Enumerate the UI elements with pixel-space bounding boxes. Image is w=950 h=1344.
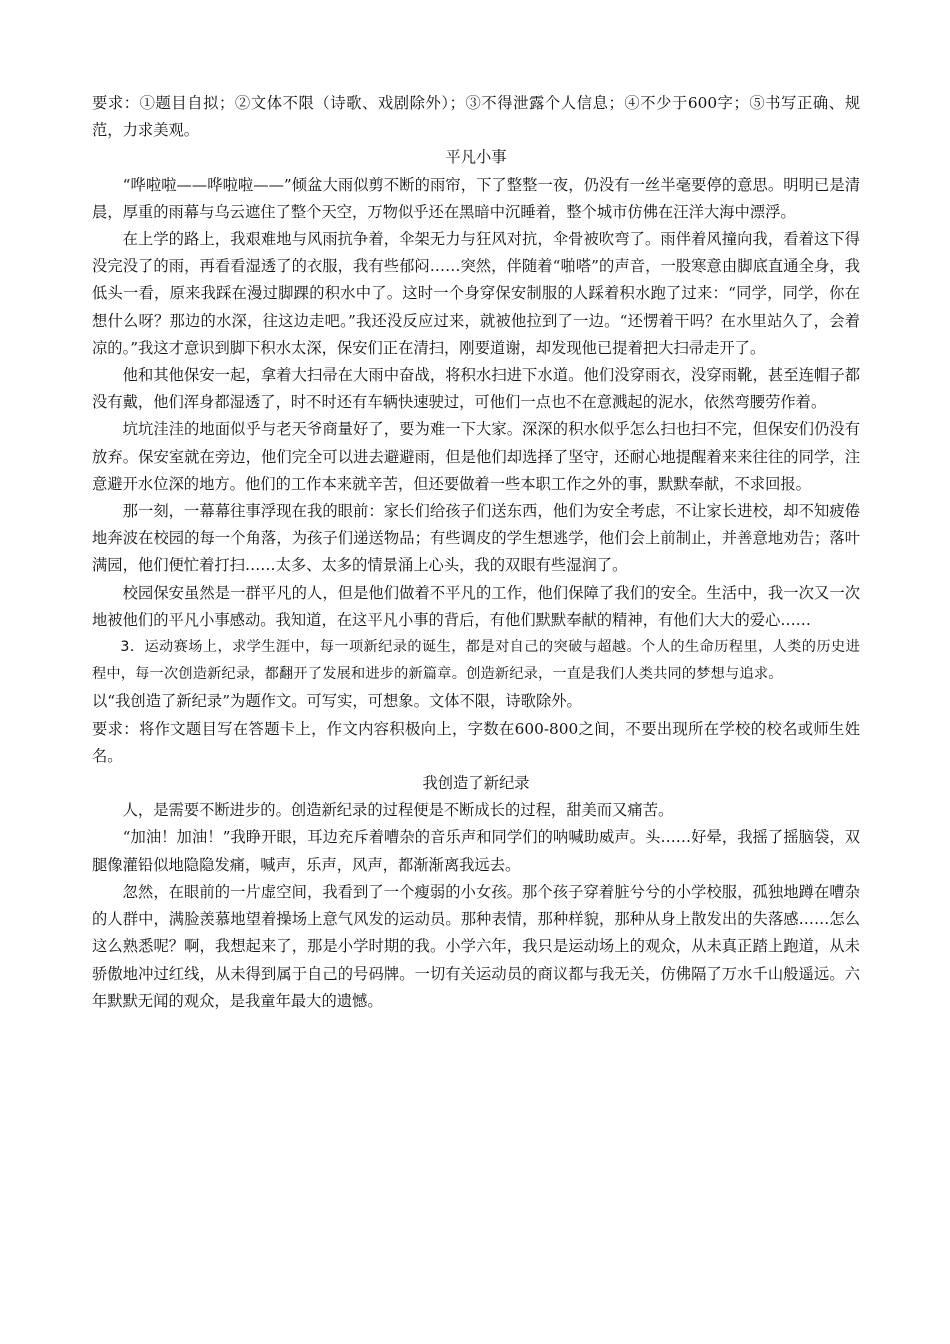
question3-requirements: 要求：将作文题目写在答题卡上，作文内容积极向上，字数在600-800之间，不要出现所在学校的校名或师生姓名。 <box>92 719 860 765</box>
requirements-text: 要求：①题目自拟；②文体不限（诗歌、戏剧除外）；③不得泄露个人信息；④不少于600字；⑤书写正确、规范，力求美观。 <box>92 94 860 140</box>
question3-prompt: 3．运动赛场上，求学生涯中，每一项新纪录的诞生，都是对自己的突破与超越。个人的生命历程里，人类的历史进程中，每一次创造新纪录，都翻开了发展和进步的新篇章。创造新纪录，一直是我们人类共同的梦想与追求。 <box>92 639 860 683</box>
essay1-title: 平凡小事 <box>445 148 507 167</box>
essay1-paragraph: 坑坑洼洼的地面似乎与老天爷商量好了，要为难一下大家。深深的积水似乎怎么扫也扫不完，但保安们仍没有放弃。保安室就在旁边，他们完全可以进去避避雨，但是他们却选择了坚守，还耐心地提醒着来来往往的同学，注意避开水位深的地方。他们的工作本来就辛苦，但还要做着一些本职工作之外的事，默默奉献，不求回报。 <box>92 420 860 493</box>
question3-instruction: 以“我创造了新纪录”为题作文。可写实，可想象。文体不限，诗歌除外。 <box>92 692 582 711</box>
essay2-paragraph: 人，是需要不断进步的。创造新纪录的过程便是不断成长的过程，甜美而又痛苦。 <box>122 801 674 820</box>
essay1-paragraph: 他和其他保安一起，拿着大扫帚在大雨中奋战，将积水扫进下水道。他们没穿雨衣，没穿雨靴，甚至连帽子都没有戴，他们浑身都湿透了，时不时还有车辆快速驶过，可他们一点也不在意溅起的泥水，依然弯腰劳作着。 <box>92 366 860 412</box>
essay1-paragraph: 在上学的路上，我艰难地与风雨抗争着，伞架无力与狂风对抗，伞骨被吹弯了。雨伴着风撞向我，看着这下得没完没了的雨，再看看湿透了的衣服，我有些郁闷……突然，伴随着“啪嗒”的声音，一股寒意由脚底直通全身，我低头一看，原来我踩在漫过脚踝的积水中了。这时一个身穿保安制服的人踩着积水跑了过来：“同学，同学，你在想什么呀？那边的水深，往这边走吧。”我还没反应过来，就被他拉到了一边。“还愣着干吗？在水里站久了，会着凉的。”我这才意识到脚下积水太深，保安们正在清扫，刚要道谢，却发现他已提着把大扫帚走开了。 <box>92 230 860 357</box>
essay2-paragraph: “加油！加油！”我睁开眼，耳边充斥着嘈杂的音乐声和同学们的呐喊助威声。头……好晕，我摇了摇脑袋，双腿像灌铅似地隐隐发痛，喊声，乐声，风声，都渐渐离我远去。 <box>92 828 860 874</box>
essay2-paragraph: 忽然，在眼前的一片虚空间，我看到了一个瘦弱的小女孩。那个孩子穿着脏兮兮的小学校服，孤独地蹲在嘈杂的人群中，满脸羡慕地望着操场上意气风发的运动员。那种表情，那种样貌，那种从身上散发出的失落感……怎么这么熟悉呢？啊，我想起来了，那是小学时期的我。小学六年，我只是运动场上的观众，从未真正踏上跑道，从未骄傲地冲过红线，从未得到属于自己的号码牌。一切有关运动员的商议都与我无关，仿佛隔了万水千山般遥远。六年默默无闻的观众，是我童年最大的遗憾。 <box>92 882 860 1010</box>
essay1-paragraph: 那一刻，一幕幕往事浮现在我的眼前：家长们给孩子们送东西，他们为安全考虑，不让家长进校，却不知疲倦地奔波在校园的每一个角落，为孩子们递送物品；有些调皮的学生想逃学，他们会上前制止，并善意地劝告；落叶满园，他们便忙着打扫……太多、太多的情景涌上心头，我的双眼有些湿润了。 <box>92 502 860 575</box>
essay1-paragraph: “哗啦啦——哗啦啦——”倾盆大雨似剪不断的雨帘，下了整整一夜，仍没有一丝半毫要停的意思。明明已是清晨，厚重的雨幕与乌云遮住了整个天空，万物似乎还在黑暗中沉睡着，整个城市仿佛在汪洋大海中漂浮。 <box>92 175 860 221</box>
document-page <box>92 90 860 1015</box>
essay1-paragraph: 校园保安虽然是一群平凡的人，但是他们做着不平凡的工作，他们保障了我们的安全。生活中，我一次又一次地被他们的平凡小事感动。我知道，在这平凡小事的背后，有他们默默奉献的精神，有他们大大的爱心…… <box>92 583 860 629</box>
essay2-title: 我创造了新纪录 <box>422 774 530 793</box>
